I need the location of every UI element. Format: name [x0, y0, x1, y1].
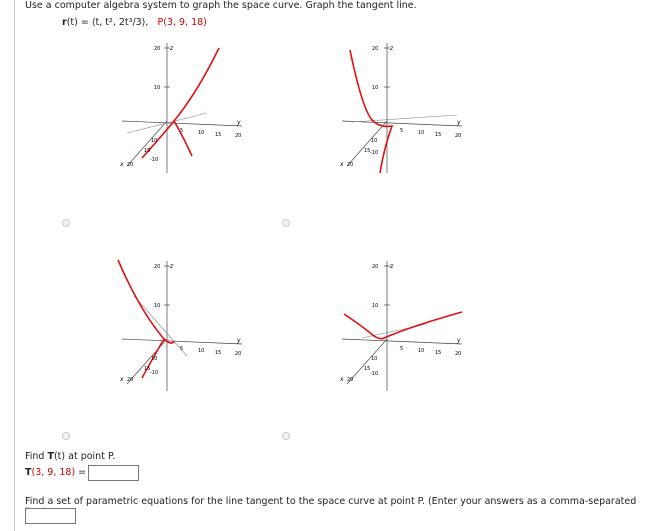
y-tick-5: 5 — [400, 346, 404, 352]
y-label: y — [237, 337, 241, 344]
neg-tick: -10 — [370, 371, 379, 377]
T-equals: = — [75, 467, 87, 478]
left-border — [14, 0, 15, 531]
y-tick-5: 5 — [180, 346, 184, 352]
axes — [122, 261, 242, 391]
radio-option-c[interactable] — [62, 432, 70, 440]
y-label: y — [457, 337, 461, 344]
x-tick-15: 15 — [364, 366, 371, 372]
y-label: y — [457, 119, 461, 126]
T-answer-row — [25, 467, 86, 478]
find-prefix: Find — [25, 451, 48, 462]
graph-option-b — [332, 38, 482, 198]
y-tick-15: 15 — [215, 132, 222, 138]
question-prompt: Use a computer algebra system to graph the space curve. Graph the tangent line. — [25, 0, 417, 11]
z-label: z — [390, 45, 394, 52]
y-tick-15: 15 — [435, 132, 442, 138]
space-curve — [118, 260, 174, 378]
y-tick-20: 20 — [235, 133, 242, 139]
y-tick-10: 10 — [418, 130, 425, 136]
z-tick-20: 20 — [154, 46, 161, 52]
x-label: x — [120, 161, 124, 168]
curve-definition — [62, 17, 207, 28]
z-label: z — [390, 263, 394, 270]
x-label: x — [120, 376, 124, 383]
x-tick-20: 20 — [127, 162, 134, 168]
y-tick-15: 15 — [215, 350, 222, 356]
y-tick-10: 10 — [418, 348, 425, 354]
neg-tick: -10 — [370, 150, 379, 156]
find-T-prompt — [25, 451, 115, 462]
radio-option-a[interactable] — [62, 219, 70, 227]
r-arg: (t) — [66, 17, 78, 28]
z-tick-10: 10 — [372, 303, 379, 309]
z-tick-20: 20 — [372, 264, 379, 270]
y-tick-20: 20 — [455, 351, 462, 357]
y-tick-15: 15 — [435, 350, 442, 356]
axes — [122, 43, 242, 173]
parametric-answer-input[interactable] — [25, 508, 76, 524]
x-tick-10: 10 — [371, 138, 378, 144]
z-label: z — [170, 45, 174, 52]
y-tick-5: 5 — [400, 128, 404, 134]
x-tick-20: 20 — [347, 377, 354, 383]
graph-option-c — [112, 256, 262, 416]
r-vector: ⟨t, t², 2t³/3⟩, — [91, 17, 149, 28]
x-tick-15: 15 — [144, 366, 151, 372]
x-tick-20: 20 — [347, 162, 354, 168]
find-T-bold: T — [47, 451, 54, 462]
T-label: T — [25, 467, 32, 478]
point-label: P(3, 9, 18) — [157, 17, 207, 28]
x-label: x — [340, 376, 344, 383]
y-tick-20: 20 — [235, 351, 242, 357]
radio-option-b[interactable] — [282, 219, 290, 227]
find-suffix: (t) at point P. — [53, 451, 116, 462]
x-tick-10: 10 — [151, 356, 158, 362]
x-label: x — [340, 161, 344, 168]
r-label: r — [62, 17, 67, 28]
z-tick-20: 20 — [154, 264, 161, 270]
T-answer-input[interactable] — [88, 465, 139, 481]
axes — [342, 43, 462, 173]
y-tick-10: 10 — [198, 348, 205, 354]
r-equals: = — [77, 17, 92, 28]
x-tick-15: 15 — [364, 148, 371, 154]
y-tick-5: 5 — [180, 128, 184, 134]
T-point: (3, 9, 18) — [31, 467, 76, 478]
graph-option-a — [112, 38, 262, 198]
z-tick-10: 10 — [154, 303, 161, 309]
x-tick-10: 10 — [151, 138, 158, 144]
z-tick-10: 10 — [154, 85, 161, 91]
radio-option-d[interactable] — [282, 432, 290, 440]
z-tick-10: 10 — [372, 85, 379, 91]
space-curve — [344, 312, 462, 339]
neg-tick: -10 — [150, 370, 159, 376]
y-tick-10: 10 — [198, 130, 205, 136]
y-tick-20: 20 — [455, 133, 462, 139]
x-tick-20: 20 — [127, 377, 134, 383]
parametric-prompt: Find a set of parametric equations for the line tangent to the space curve at point P. (Enter your answers as a comma-separated — [25, 496, 637, 507]
neg-tick: -10 — [150, 157, 159, 163]
x-tick-10: 10 — [371, 356, 378, 362]
z-tick-20: 20 — [372, 46, 379, 52]
tangent-line — [352, 115, 457, 122]
z-label: z — [170, 263, 174, 270]
x-tick-15: 15 — [144, 148, 151, 154]
y-label: y — [237, 119, 241, 126]
graph-option-d — [332, 256, 482, 416]
